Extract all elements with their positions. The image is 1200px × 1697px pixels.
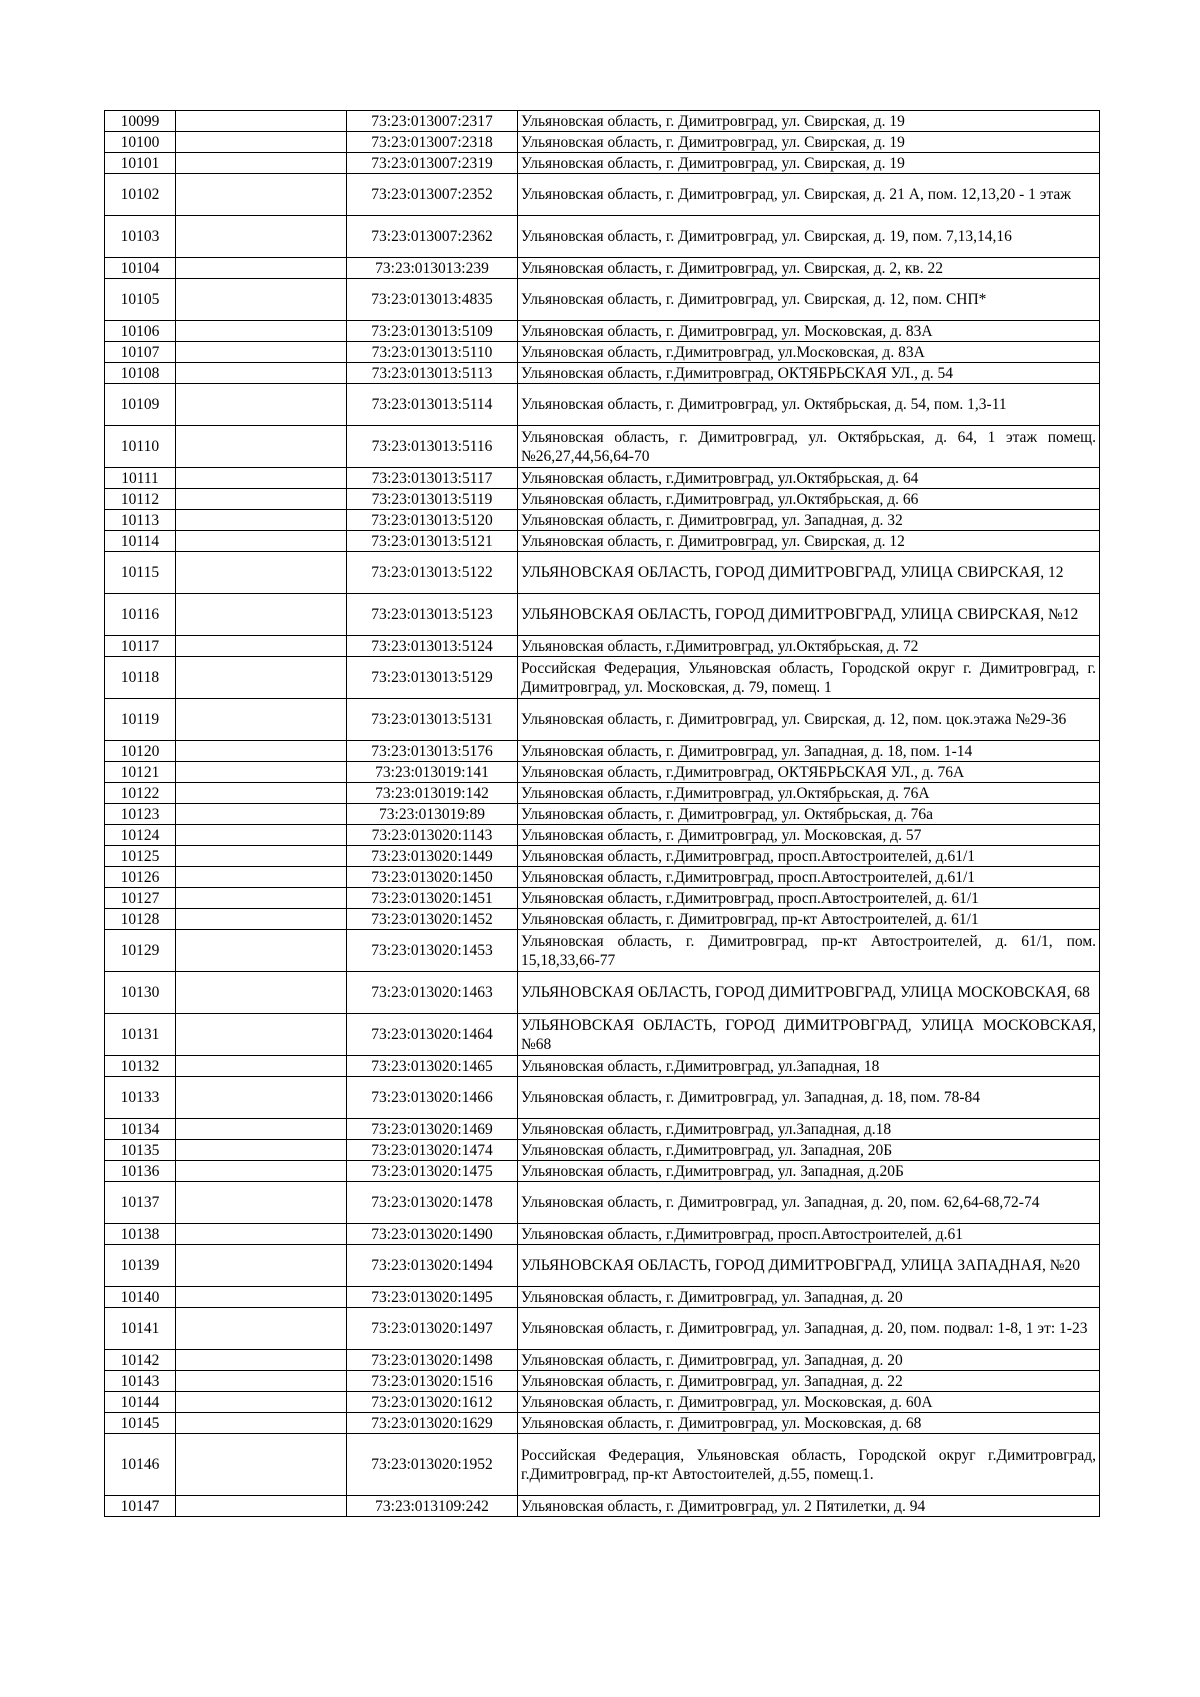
cadastral-number-cell: 73:23:013013:5120 [347,510,518,531]
table-row [105,1287,1100,1308]
cadastral-number-cell: 73:23:013020:1475 [347,1161,518,1182]
address-cell: УЛЬЯНОВСКАЯ ОБЛАСТЬ, ГОРОД ДИМИТРОВГРАД, УЛИЦА МОСКОВСКАЯ, 68 [518,972,1100,1014]
row-number-cell: 10136 [105,1161,176,1182]
empty-cell [176,111,347,132]
row-number-cell: 10125 [105,846,176,867]
table-row [105,1496,1100,1517]
empty-cell [176,972,347,1014]
cadastral-number-cell: 73:23:013020:1495 [347,1287,518,1308]
row-number-cell: 10117 [105,636,176,657]
table-row [105,1434,1100,1496]
table-row [105,363,1100,384]
empty-cell [176,279,347,321]
address-cell: Ульяновская область, г.Димитровград, просп.Автостроителей, д.61 [518,1224,1100,1245]
table-row [105,699,1100,741]
address-cell: Российская Федерация, Ульяновская область, Городской округ г. Димитровград, г. Димитровград, ул. Московская, д. 79, помещ. 1 [518,657,1100,699]
address-cell: Ульяновская область, г.Димитровград, ОКТЯБРЬСКАЯ УЛ., д. 54 [518,363,1100,384]
cadastral-number-cell: 73:23:013020:1463 [347,972,518,1014]
table-row [105,1413,1100,1434]
row-number-cell: 10120 [105,741,176,762]
row-number-cell: 10103 [105,216,176,258]
table-row [105,1224,1100,1245]
cadastral-number-cell: 73:23:013020:1453 [347,930,518,972]
table-body [105,111,1100,1517]
empty-cell [176,216,347,258]
empty-cell [176,321,347,342]
table-row [105,909,1100,930]
empty-cell [176,174,347,216]
table-row [105,258,1100,279]
table-row [105,1014,1100,1056]
table-row [105,1308,1100,1350]
cadastral-number-cell: 73:23:013013:5119 [347,489,518,510]
row-number-cell: 10101 [105,153,176,174]
empty-cell [176,132,347,153]
address-cell: УЛЬЯНОВСКАЯ ОБЛАСТЬ, ГОРОД ДИМИТРОВГРАД, УЛИЦА СВИРСКАЯ, №12 [518,594,1100,636]
row-number-cell: 10133 [105,1077,176,1119]
table-row [105,1056,1100,1077]
cadastral-number-cell: 73:23:013013:5113 [347,363,518,384]
row-number-cell: 10131 [105,1014,176,1056]
table-row [105,846,1100,867]
table-row [105,1140,1100,1161]
empty-cell [176,1140,347,1161]
cadastral-number-cell: 73:23:013109:242 [347,1496,518,1517]
row-number-cell: 10108 [105,363,176,384]
row-number-cell: 10106 [105,321,176,342]
table-row [105,1161,1100,1182]
empty-cell [176,846,347,867]
row-number-cell: 10128 [105,909,176,930]
row-number-cell: 10116 [105,594,176,636]
cadastral-number-cell: 73:23:013019:89 [347,804,518,825]
row-number-cell: 10124 [105,825,176,846]
table-row [105,489,1100,510]
empty-cell [176,1371,347,1392]
table-row [105,1245,1100,1287]
cadastral-number-cell: 73:23:013013:239 [347,258,518,279]
address-cell: Ульяновская область, г. Димитровград, ул. Московская, д. 60А [518,1392,1100,1413]
row-number-cell: 10138 [105,1224,176,1245]
row-number-cell: 10146 [105,1434,176,1496]
cadastral-number-cell: 73:23:013020:1494 [347,1245,518,1287]
row-number-cell: 10104 [105,258,176,279]
cadastral-number-cell: 73:23:013013:5129 [347,657,518,699]
row-number-cell: 10100 [105,132,176,153]
empty-cell [176,741,347,762]
table-row [105,657,1100,699]
row-number-cell: 10143 [105,1371,176,1392]
cadastral-number-cell: 73:23:013007:2362 [347,216,518,258]
address-cell: Ульяновская область, г.Димитровград, ул.Октябрьская, д. 72 [518,636,1100,657]
table-row [105,1371,1100,1392]
empty-cell [176,1056,347,1077]
address-cell: Ульяновская область, г.Димитровград, ул. Западная, 20Б [518,1140,1100,1161]
row-number-cell: 10137 [105,1182,176,1224]
cadastral-number-cell: 73:23:013013:5116 [347,426,518,468]
empty-cell [176,1224,347,1245]
row-number-cell: 10115 [105,552,176,594]
table-row [105,552,1100,594]
cadastral-number-cell: 73:23:013013:5109 [347,321,518,342]
cadastral-number-cell: 73:23:013013:5117 [347,468,518,489]
address-cell: Российская Федерация, Ульяновская область, Городской округ г.Димитровград, г.Димитровград, пр-кт Автостоителей, д.55, помещ.1. [518,1434,1100,1496]
empty-cell [176,1077,347,1119]
address-cell: Ульяновская область, г.Димитровград, ул.Московская, д. 83А [518,342,1100,363]
table-row [105,384,1100,426]
row-number-cell: 10113 [105,510,176,531]
row-number-cell: 10135 [105,1140,176,1161]
empty-cell [176,468,347,489]
cadastral-number-cell: 73:23:013020:1612 [347,1392,518,1413]
table-row [105,426,1100,468]
row-number-cell: 10114 [105,531,176,552]
address-cell: Ульяновская область, г.Димитровград, ул.Западная, д.18 [518,1119,1100,1140]
cadastral-number-cell: 73:23:013013:5123 [347,594,518,636]
cadastral-number-cell: 73:23:013013:5110 [347,342,518,363]
address-cell: Ульяновская область, г. Димитровград, ул. Западная, д. 20 [518,1287,1100,1308]
row-number-cell: 10127 [105,888,176,909]
empty-cell [176,1014,347,1056]
row-number-cell: 10112 [105,489,176,510]
empty-cell [176,804,347,825]
table-row [105,321,1100,342]
row-number-cell: 10121 [105,762,176,783]
empty-cell [176,1245,347,1287]
empty-cell [176,909,347,930]
empty-cell [176,426,347,468]
row-number-cell: 10140 [105,1287,176,1308]
address-cell: Ульяновская область, г. Димитровград, ул. Свирская, д. 12 [518,531,1100,552]
empty-cell [176,1287,347,1308]
row-number-cell: 10142 [105,1350,176,1371]
cadastral-number-cell: 73:23:013007:2318 [347,132,518,153]
address-cell: Ульяновская область, г.Димитровград, просп.Автостроителей, д.61/1 [518,846,1100,867]
address-cell: Ульяновская область, г. Димитровград, ул. Октябрьская, д. 54, пом. 1,3-11 [518,384,1100,426]
row-number-cell: 10119 [105,699,176,741]
address-cell: Ульяновская область, г. Димитровград, ул. Свирская, д. 12, пом. цок.этажа №29-36 [518,699,1100,741]
row-number-cell: 10139 [105,1245,176,1287]
empty-cell [176,783,347,804]
row-number-cell: 10129 [105,930,176,972]
table-row [105,930,1100,972]
table-row [105,174,1100,216]
table-row [105,132,1100,153]
table-row [105,783,1100,804]
cadastral-number-cell: 73:23:013007:2317 [347,111,518,132]
empty-cell [176,888,347,909]
address-cell: Ульяновская область, г. Димитровград, ул. Западная, д. 18, пом. 78-84 [518,1077,1100,1119]
address-cell: Ульяновская область, г. Димитровград, ул. Свирская, д. 2, кв. 22 [518,258,1100,279]
empty-cell [176,1308,347,1350]
table-row [105,531,1100,552]
address-cell: Ульяновская область, г.Димитровград, просп.Автостроителей, д.61/1 [518,867,1100,888]
address-cell: Ульяновская область, г. Димитровград, ул. Западная, д. 20, пом. подвал: 1-8, 1 эт: 1-23 [518,1308,1100,1350]
empty-cell [176,657,347,699]
table-row [105,1182,1100,1224]
empty-cell [176,636,347,657]
row-number-cell: 10144 [105,1392,176,1413]
cadastral-number-cell: 73:23:013013:5176 [347,741,518,762]
row-number-cell: 10132 [105,1056,176,1077]
cadastral-number-cell: 73:23:013020:1450 [347,867,518,888]
address-cell: Ульяновская область, г. Димитровград, ул. Западная, д. 20, пом. 62,64-68,72-74 [518,1182,1100,1224]
address-cell: Ульяновская область, г.Димитровград, ул.Западная, 18 [518,1056,1100,1077]
row-number-cell: 10099 [105,111,176,132]
address-cell: Ульяновская область, г.Димитровград, ул.Октябрьская, д. 76А [518,783,1100,804]
table-row [105,1119,1100,1140]
empty-cell [176,1434,347,1496]
address-cell: Ульяновская область, г. Димитровград, пр-кт Автостроителей, д. 61/1, пом. 15,18,33,66-77 [518,930,1100,972]
empty-cell [176,1496,347,1517]
address-cell: Ульяновская область, г. Димитровград, ул. Западная, д. 32 [518,510,1100,531]
empty-cell [176,531,347,552]
address-cell: УЛЬЯНОВСКАЯ ОБЛАСТЬ, ГОРОД ДИМИТРОВГРАД, УЛИЦА СВИРСКАЯ, 12 [518,552,1100,594]
row-number-cell: 10105 [105,279,176,321]
table-row [105,342,1100,363]
table-row [105,216,1100,258]
table-row [105,636,1100,657]
table-row [105,762,1100,783]
cadastral-number-cell: 73:23:013020:1497 [347,1308,518,1350]
cadastral-number-cell: 73:23:013013:5122 [347,552,518,594]
empty-cell [176,825,347,846]
empty-cell [176,594,347,636]
empty-cell [176,384,347,426]
table-row [105,825,1100,846]
table-row [105,1077,1100,1119]
empty-cell [176,1392,347,1413]
empty-cell [176,510,347,531]
table-row [105,468,1100,489]
cadastral-number-cell: 73:23:013020:1952 [347,1434,518,1496]
row-number-cell: 10134 [105,1119,176,1140]
address-cell: Ульяновская область, г. Димитровград, ул. Западная, д. 20 [518,1350,1100,1371]
address-cell: Ульяновская область, г.Димитровград, ОКТЯБРЬСКАЯ УЛ., д. 76А [518,762,1100,783]
cadastral-number-cell: 73:23:013020:1449 [347,846,518,867]
cadastral-number-cell: 73:23:013020:1474 [347,1140,518,1161]
row-number-cell: 10130 [105,972,176,1014]
empty-cell [176,1182,347,1224]
address-cell: Ульяновская область, г. Димитровград, ул. Свирская, д. 19, пом. 7,13,14,16 [518,216,1100,258]
cadastral-number-cell: 73:23:013007:2352 [347,174,518,216]
row-number-cell: 10126 [105,867,176,888]
cadastral-number-cell: 73:23:013019:141 [347,762,518,783]
address-cell: Ульяновская область, г. Димитровград, ул. Октябрьская, д. 76а [518,804,1100,825]
address-cell: УЛЬЯНОВСКАЯ ОБЛАСТЬ, ГОРОД ДИМИТРОВГРАД, УЛИЦА МОСКОВСКАЯ, №68 [518,1014,1100,1056]
cadastral-number-cell: 73:23:013020:1516 [347,1371,518,1392]
empty-cell [176,258,347,279]
cadastral-number-cell: 73:23:013020:1469 [347,1119,518,1140]
cadastral-number-cell: 73:23:013019:142 [347,783,518,804]
table-row [105,153,1100,174]
address-cell: Ульяновская область, г. Димитровград, ул. Московская, д. 68 [518,1413,1100,1434]
cadastral-number-cell: 73:23:013020:1466 [347,1077,518,1119]
table-row [105,1350,1100,1371]
cadastral-number-cell: 73:23:013020:1498 [347,1350,518,1371]
address-cell: Ульяновская область, г. Димитровград, пр-кт Автостроителей, д. 61/1 [518,909,1100,930]
address-cell: Ульяновская область, г.Димитровград, ул.Октябрьская, д. 64 [518,468,1100,489]
address-cell: Ульяновская область, г. Димитровград, ул. Московская, д. 83А [518,321,1100,342]
address-cell: Ульяновская область, г. Димитровград, ул. Свирская, д. 12, пом. СНП* [518,279,1100,321]
cadastral-number-cell: 73:23:013020:1143 [347,825,518,846]
table-row [105,279,1100,321]
cadastral-number-cell: 73:23:013013:5131 [347,699,518,741]
empty-cell [176,342,347,363]
empty-cell [176,699,347,741]
cadastral-number-cell: 73:23:013013:4835 [347,279,518,321]
address-cell: Ульяновская область, г. Димитровград, ул. Свирская, д. 19 [518,153,1100,174]
row-number-cell: 10123 [105,804,176,825]
cadastral-number-cell: 73:23:013020:1465 [347,1056,518,1077]
row-number-cell: 10122 [105,783,176,804]
cadastral-number-cell: 73:23:013013:5124 [347,636,518,657]
address-cell: Ульяновская область, г. Димитровград, ул. Московская, д. 57 [518,825,1100,846]
table-row [105,510,1100,531]
address-cell: Ульяновская область, г. Димитровград, ул. Западная, д. 22 [518,1371,1100,1392]
empty-cell [176,489,347,510]
cadastral-number-cell: 73:23:013020:1629 [347,1413,518,1434]
empty-cell [176,1350,347,1371]
property-table [104,110,1100,1517]
empty-cell [176,762,347,783]
cadastral-number-cell: 73:23:013007:2319 [347,153,518,174]
address-cell: Ульяновская область, г.Димитровград, ул.Октябрьская, д. 66 [518,489,1100,510]
table-row [105,972,1100,1014]
empty-cell [176,153,347,174]
address-cell: Ульяновская область, г. Димитровград, ул. Свирская, д. 19 [518,111,1100,132]
cadastral-number-cell: 73:23:013020:1490 [347,1224,518,1245]
address-cell: УЛЬЯНОВСКАЯ ОБЛАСТЬ, ГОРОД ДИМИТРОВГРАД, УЛИЦА ЗАПАДНАЯ, №20 [518,1245,1100,1287]
row-number-cell: 10109 [105,384,176,426]
address-cell: Ульяновская область, г.Димитровград, ул. Западная, д.20Б [518,1161,1100,1182]
address-cell: Ульяновская область, г. Димитровград, ул. Свирская, д. 19 [518,132,1100,153]
address-cell: Ульяновская область, г. Димитровград, ул. Октябрьская, д. 64, 1 этаж помещ. №26,27,44,56,64-70 [518,426,1100,468]
cadastral-number-cell: 73:23:013013:5121 [347,531,518,552]
address-cell: Ульяновская область, г.Димитровград, просп.Автостроителей, д. 61/1 [518,888,1100,909]
row-number-cell: 10118 [105,657,176,699]
table-row [105,888,1100,909]
table-row [105,111,1100,132]
row-number-cell: 10107 [105,342,176,363]
row-number-cell: 10111 [105,468,176,489]
address-cell: Ульяновская область, г. Димитровград, ул. Западная, д. 18, пом. 1-14 [518,741,1100,762]
empty-cell [176,930,347,972]
empty-cell [176,363,347,384]
cadastral-number-cell: 73:23:013020:1478 [347,1182,518,1224]
row-number-cell: 10141 [105,1308,176,1350]
cadastral-number-cell: 73:23:013020:1452 [347,909,518,930]
row-number-cell: 10102 [105,174,176,216]
table-row [105,1392,1100,1413]
cadastral-number-cell: 73:23:013013:5114 [347,384,518,426]
row-number-cell: 10110 [105,426,176,468]
empty-cell [176,1413,347,1434]
cadastral-number-cell: 73:23:013020:1451 [347,888,518,909]
empty-cell [176,1119,347,1140]
empty-cell [176,867,347,888]
table-row [105,594,1100,636]
table-row [105,867,1100,888]
row-number-cell: 10147 [105,1496,176,1517]
empty-cell [176,552,347,594]
address-cell: Ульяновская область, г. Димитровград, ул. Свирская, д. 21 А, пом. 12,13,20 - 1 этаж [518,174,1100,216]
cadastral-number-cell: 73:23:013020:1464 [347,1014,518,1056]
row-number-cell: 10145 [105,1413,176,1434]
table-row [105,804,1100,825]
table-row [105,741,1100,762]
empty-cell [176,1161,347,1182]
address-cell: Ульяновская область, г. Димитровград, ул. 2 Пятилетки, д. 94 [518,1496,1100,1517]
